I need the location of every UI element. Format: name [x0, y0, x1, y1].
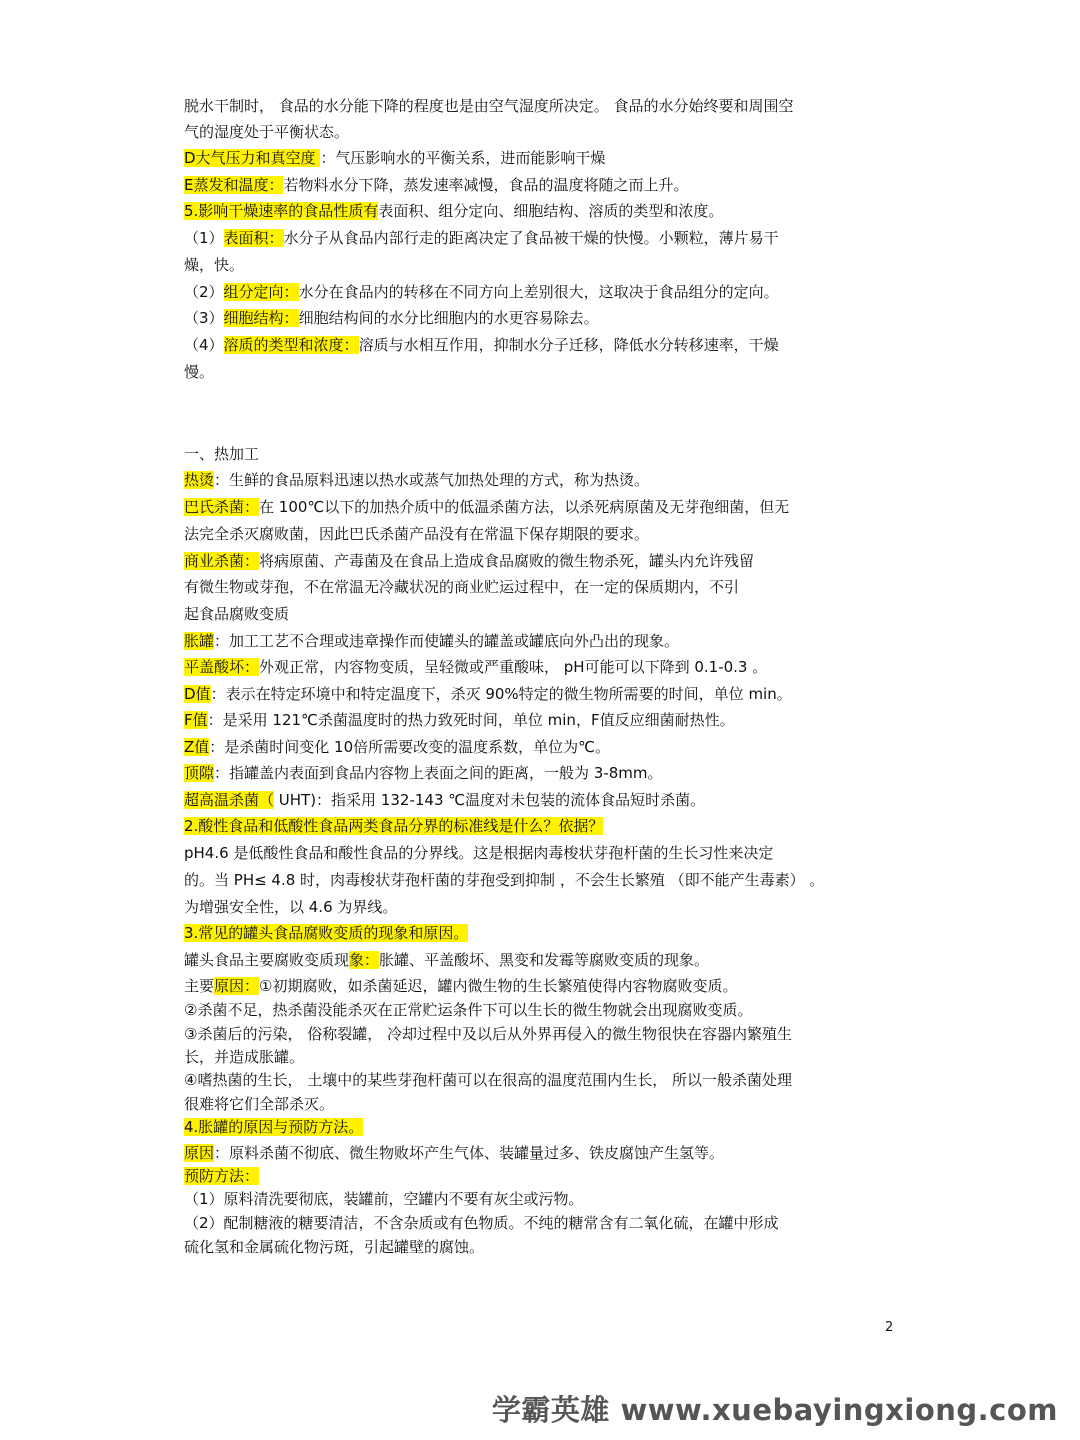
- highlighted-term: 热烫: [184, 471, 215, 489]
- text-line: [184, 762, 663, 784]
- line-text: 胀罐、平盖酸坏、黑变和发霉等腐败变质的现象。: [379, 951, 710, 969]
- text-line: [184, 523, 649, 545]
- text-line: [184, 443, 259, 465]
- text-line: [184, 736, 610, 758]
- highlighted-term: 预防方法：: [184, 1167, 260, 1185]
- text-line: [184, 1142, 724, 1164]
- highlighted-term: 象：: [349, 951, 380, 969]
- text-line: [184, 975, 737, 997]
- line-text: ：气压影响水的平衡关系，进而能影响干燥: [320, 149, 606, 167]
- highlighted-term: 组分定向：: [223, 283, 299, 301]
- text-line: [184, 922, 468, 944]
- line-text: 将病原菌、产毒菌及在食品上造成食品腐败的微生物杀死，罐头内允许残留: [259, 552, 755, 570]
- text-line: [184, 1023, 792, 1045]
- line-text: （2）: [184, 283, 224, 301]
- highlighted-term: 4.胀罐的原因与预防方法。: [184, 1118, 364, 1136]
- line-text: 气的湿度处于平衡状态。: [184, 123, 350, 141]
- highlighted-term: 原因：: [214, 977, 260, 995]
- text-line: [184, 254, 244, 276]
- line-text: ：生鲜的食品原料迅速以热水或蒸气加热处理的方式，称为热烫。: [214, 471, 650, 489]
- text-line: [184, 1165, 259, 1187]
- text-line: [184, 869, 824, 891]
- line-text: ③杀菌后的污染， 俗称裂罐， 冷却过程中及以后从外界再侵入的微生物很快在容器内繁殖生: [184, 1025, 792, 1043]
- line-text: 在 100℃以下的加热介质中的低温杀菌方法，以杀死病原菌及无芽孢细菌，但无: [259, 498, 790, 516]
- page-number: 2: [885, 1320, 894, 1335]
- highlighted-term: 超高温杀菌（: [184, 791, 275, 809]
- text-line: [184, 334, 779, 356]
- line-text: （4）: [184, 336, 224, 354]
- line-text: 罐头食品主要腐败变质现: [184, 951, 350, 969]
- highlighted-term: E蒸发和温度：: [184, 176, 284, 194]
- line-text: 细胞结构间的水分比细胞内的水更容易除去。: [298, 309, 599, 327]
- text-line: [184, 1236, 484, 1258]
- line-text: 很难将它们全部杀灭。: [184, 1095, 335, 1113]
- text-line: [184, 1116, 363, 1138]
- text-line: [184, 281, 779, 303]
- text-line: [184, 815, 603, 837]
- line-text: ：表示在特定环境中和特定温度下，杀灭 90%特定的微生物所需要的时间，单位 min。: [210, 685, 792, 703]
- line-text: 表面积、组分定向、细胞结构、溶质的类型和浓度。: [378, 202, 724, 220]
- text-line: [184, 361, 214, 383]
- text-line: [184, 1046, 304, 1068]
- text-line: [184, 949, 709, 971]
- text-line: [184, 1093, 334, 1115]
- highlighted-term: 巴氏杀菌：: [184, 498, 260, 516]
- line-text: ：指罐盖内表面到食品内容物上表面之间的距离，一般为 3-8mm。: [214, 764, 663, 782]
- text-line: [184, 307, 599, 329]
- line-text: 长，并造成胀罐。: [184, 1048, 305, 1066]
- line-text: 若物料水分下降，蒸发速率减慢，食品的温度将随之而上升。: [283, 176, 689, 194]
- text-line: [184, 469, 649, 491]
- line-text: （1）: [184, 229, 224, 247]
- line-text: 脱水干制时， 食品的水分能下降的程度也是由空气湿度所决定。 食品的水分始终要和周围空: [184, 97, 794, 115]
- text-line: [184, 174, 689, 196]
- highlighted-term: 原因: [184, 1144, 215, 1162]
- text-line: [184, 630, 679, 652]
- highlighted-term: 细胞结构：: [223, 309, 299, 327]
- line-text: ：原料杀菌不彻底、微生物败坏产生气体、装罐量过多、铁皮腐蚀产生氢等。: [214, 1144, 725, 1162]
- watermark-footer: [492, 1388, 1058, 1429]
- text-line: [184, 683, 792, 705]
- highlighted-term: D值: [184, 685, 211, 703]
- text-line: [184, 227, 779, 249]
- highlighted-term: 顶隙: [184, 764, 215, 782]
- line-text: 外观正常，内容物变质，呈轻微或严重酸味， pH可能可以下降到 0.1-0.3 。: [259, 658, 768, 676]
- line-text: pH4.6 是低酸性食品和酸性食品的分界线。这是根据肉毒梭状芽孢杆菌的生长习性来决定: [184, 844, 774, 862]
- line-text: 水分在食品内的转移在不同方向上差别很大，这取决于食品组分的定向。: [298, 283, 779, 301]
- highlighted-term: Z值: [184, 738, 210, 756]
- line-text: 法完全杀灭腐败菌，因此巴氏杀菌产品没有在常温下保存期限的要求。: [184, 525, 650, 543]
- line-text: 水分子从食品内部行走的距离决定了食品被干燥的快慢。小颗粒，薄片易干: [283, 229, 779, 247]
- text-line: [184, 603, 289, 625]
- footer-brand: 学霸英雄: [491, 1393, 610, 1427]
- line-text: ：是采用 121℃杀菌温度时的热力致死时间，单位 min，F值反应细菌耐热性。: [207, 711, 735, 729]
- line-text: （2）配制糖液的糖要清洁，不含杂质或有色物质。不纯的糖常含有二氧化硫，在罐中形成: [184, 1214, 779, 1232]
- line-text: 为增强安全性，以 4.6 为界线。: [184, 898, 398, 916]
- text-line: [184, 842, 773, 864]
- text-line: [184, 200, 723, 222]
- text-line: [184, 550, 754, 572]
- line-text: ④嗜热菌的生长， 土壤中的某些芽孢杆菌可以在很高的温度范围内生长， 所以一般杀菌处理: [184, 1071, 792, 1089]
- highlighted-term: 3.常见的罐头食品腐败变质的现象和原因。: [184, 924, 469, 942]
- text-line: [184, 709, 735, 731]
- highlighted-term: D大气压力和真空度: [184, 149, 321, 167]
- highlighted-term: 2.酸性食品和低酸性食品两类食品分界的标准线是什么？依据？: [184, 817, 604, 835]
- text-line: [184, 1188, 584, 1210]
- line-text: 有微生物或芽孢，不在常温无冷藏状况的商业贮运过程中，在一定的保质期内，不引: [184, 578, 740, 596]
- text-line: [184, 147, 605, 169]
- text-line: [184, 1212, 779, 1234]
- highlighted-term: 5.影响干燥速率的食品性质有: [184, 202, 379, 220]
- line-text: 硫化氢和金属硫化物污斑，引起罐壁的腐蚀。: [184, 1238, 485, 1256]
- line-text: 燥，快。: [184, 256, 245, 274]
- highlighted-term: 溶质的类型和浓度：: [223, 336, 359, 354]
- highlighted-term: F值: [184, 711, 208, 729]
- line-text: 主要: [184, 977, 215, 995]
- highlighted-term: 平盖酸坏：: [184, 658, 260, 676]
- line-text: ①初期腐败，如杀菌延迟，罐内微生物的生长繁殖使得内容物腐败变质。: [259, 977, 738, 995]
- line-text: 起食品腐败变质: [184, 605, 290, 623]
- text-line: [184, 656, 767, 678]
- line-text: 溶质与水相互作用，抑制水分子迁移，降低水分转移速率，干燥: [358, 336, 779, 354]
- line-text: ：加工工艺不合理或违章操作而使罐头的罐盖或罐底向外凸出的现象。: [214, 632, 680, 650]
- highlighted-term: 表面积：: [223, 229, 284, 247]
- text-line: [184, 896, 397, 918]
- line-text: UHT)：指采用 132-143 ℃温度对未包装的流体食品短时杀菌。: [274, 791, 706, 809]
- text-line: [184, 496, 789, 518]
- text-line: [184, 789, 705, 811]
- line-text: （1）原料清洗要彻底，装罐前，空罐内不要有灰尘或污物。: [184, 1190, 584, 1208]
- text-line: [184, 95, 794, 117]
- text-line: [184, 576, 739, 598]
- line-text: （3）: [184, 309, 224, 327]
- text-line: [184, 1069, 792, 1091]
- text-line: [184, 121, 349, 143]
- line-text: ：是杀菌时间变化 10倍所需要改变的温度系数，单位为℃。: [209, 738, 610, 756]
- line-text: ②杀菌不足，热杀菌没能杀灭在正常贮运条件下可以生长的微生物就会出现腐败变质。: [184, 1001, 753, 1019]
- highlighted-term: 胀罐: [184, 632, 215, 650]
- line-text: 的。当 PH≤ 4.8 时，肉毒梭状芽孢杆菌的芽孢受到抑制 ，不会生长繁殖 （即不能产生毒素） 。: [184, 871, 825, 889]
- line-text: 一、热加工: [184, 445, 260, 463]
- text-line: [184, 999, 752, 1021]
- footer-url: www.xuebayingxiong.com: [620, 1393, 1058, 1427]
- highlighted-term: 商业杀菌：: [184, 552, 260, 570]
- line-text: 慢。: [184, 363, 215, 381]
